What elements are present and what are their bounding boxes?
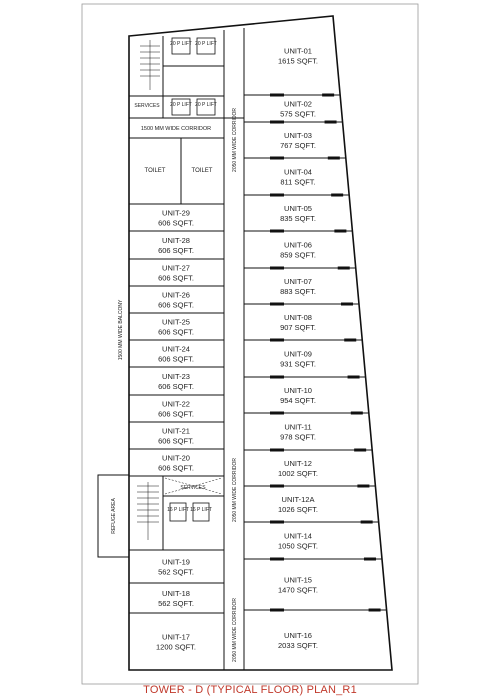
left-unit-area: 562 SQFT. bbox=[158, 567, 194, 577]
right-unit-name: UNIT-05 bbox=[284, 204, 312, 213]
right-unit-area: 1002 SQFT. bbox=[277, 469, 319, 478]
right-unit-area: 907 SQFT. bbox=[280, 323, 316, 332]
right-unit-name: UNIT-07 bbox=[284, 277, 312, 286]
right-unit-name: UNIT-06 bbox=[284, 240, 312, 250]
left-unit-name: UNIT-23 bbox=[162, 372, 190, 381]
lift-label-6: 16 P LIFT bbox=[190, 507, 212, 513]
left-unit-area: 606 SQFT. bbox=[158, 300, 194, 310]
left-unit-area: 606 SQFT. bbox=[158, 246, 194, 255]
right-unit-area: 1615 SQFT. bbox=[277, 56, 319, 66]
left-unit-name: UNIT-24 bbox=[162, 344, 190, 354]
right-unit-area: 2033 SQFT. bbox=[277, 641, 319, 650]
lift-label-4: 20 P LIFT bbox=[195, 102, 217, 108]
right-unit-walls bbox=[244, 94, 387, 612]
left-unit-name: UNIT-22 bbox=[162, 399, 190, 409]
right-unit-name: UNIT-15 bbox=[284, 575, 312, 585]
left-unit-area: 606 SQFT. bbox=[158, 327, 194, 337]
lift-label-5: 16 P LIFT bbox=[167, 507, 189, 513]
left-unit-name: UNIT-26 bbox=[162, 290, 190, 300]
left-unit-area: 606 SQFT. bbox=[158, 273, 194, 283]
right-unit-name: UNIT-11 bbox=[284, 422, 312, 432]
toilet-label-2: TOILET bbox=[191, 168, 213, 174]
right-unit-area: 883 SQFT. bbox=[280, 287, 316, 296]
right-unit-name: UNIT-02 bbox=[284, 99, 312, 109]
left-unit-name: UNIT-20 bbox=[162, 453, 190, 463]
right-unit-area: 1470 SQFT. bbox=[277, 585, 319, 595]
left-unit-name: UNIT-17 bbox=[162, 632, 190, 642]
toilet-label-1: TOILET bbox=[144, 168, 166, 174]
right-unit-name: UNIT-10 bbox=[284, 386, 312, 395]
plan-title: TOWER - D (TYPICAL FLOOR) PLAN_R1 bbox=[143, 684, 357, 696]
right-unit-name: UNIT-08 bbox=[284, 313, 312, 322]
right-unit-area: 575 SQFT. bbox=[280, 109, 316, 119]
stair-treads-top bbox=[140, 40, 160, 90]
right-unit-area: 978 SQFT. bbox=[280, 432, 316, 442]
left-unit-name: UNIT-19 bbox=[162, 557, 190, 567]
left-unit-area: 606 SQFT. bbox=[158, 354, 194, 364]
corridor-label-vertical-2: 2050 MM WIDE CORRIDOR bbox=[232, 458, 238, 522]
left-unit-area: 606 SQFT. bbox=[158, 436, 194, 446]
right-unit-name: UNIT-12A bbox=[281, 495, 315, 504]
right-unit-area: 811 SQFT. bbox=[280, 177, 316, 187]
left-unit-name: UNIT-28 bbox=[162, 236, 190, 245]
right-unit-area: 767 SQFT. bbox=[280, 141, 316, 150]
left-unit-area: 562 SQFT. bbox=[158, 599, 194, 608]
right-unit-name: UNIT-01 bbox=[284, 46, 312, 56]
left-unit-name: UNIT-27 bbox=[162, 263, 190, 273]
left-unit-name: UNIT-21 bbox=[162, 426, 190, 436]
left-unit-area: 606 SQFT. bbox=[158, 463, 194, 473]
stair-treads-lower bbox=[137, 482, 159, 540]
right-unit-area: 1026 SQFT. bbox=[277, 505, 319, 514]
right-unit-area: 859 SQFT. bbox=[280, 250, 316, 260]
left-unit-name: UNIT-25 bbox=[162, 317, 190, 327]
left-unit-name: UNIT-29 bbox=[162, 208, 190, 218]
right-unit-name: UNIT-03 bbox=[284, 131, 312, 140]
sheet-border bbox=[82, 4, 418, 684]
lift-label-3: 20 P LIFT bbox=[170, 102, 192, 108]
corridor-label-vertical-3: 2050 MM WIDE CORRIDOR bbox=[232, 598, 238, 662]
right-unit-area: 1050 SQFT. bbox=[277, 541, 319, 551]
services-label-lower: SERVICES bbox=[180, 485, 206, 491]
right-unit-name: UNIT-12 bbox=[284, 459, 312, 468]
services-label-top: SERVICES bbox=[134, 103, 160, 109]
refuge-label: REFUGE AREA bbox=[111, 498, 117, 534]
right-unit-area: 931 SQFT. bbox=[280, 359, 316, 369]
left-unit-area: 606 SQFT. bbox=[158, 409, 194, 419]
left-unit-area: 606 SQFT. bbox=[158, 218, 194, 228]
right-unit-area: 954 SQFT. bbox=[280, 396, 316, 405]
right-unit-area: 835 SQFT. bbox=[280, 214, 316, 223]
left-unit-area: 1200 SQFT. bbox=[155, 642, 197, 652]
right-unit-name: UNIT-09 bbox=[284, 349, 312, 359]
corridor-label-horizontal: 1500 MM WIDE CORRIDOR bbox=[140, 126, 212, 132]
left-unit-name: UNIT-18 bbox=[162, 589, 190, 598]
left-unit-area: 606 SQFT. bbox=[158, 382, 194, 391]
corridor-label-vertical-1: 2050 MM WIDE CORRIDOR bbox=[232, 108, 238, 172]
balcony-label: 1500 MM WIDE BALCONY bbox=[118, 299, 124, 361]
right-unit-name: UNIT-16 bbox=[284, 631, 312, 640]
right-unit-name: UNIT-04 bbox=[284, 167, 312, 177]
lift-label-2: 20 P LIFT bbox=[195, 41, 217, 47]
lift-label-1: 20 P LIFT bbox=[170, 41, 192, 47]
right-unit-name: UNIT-14 bbox=[284, 531, 312, 541]
